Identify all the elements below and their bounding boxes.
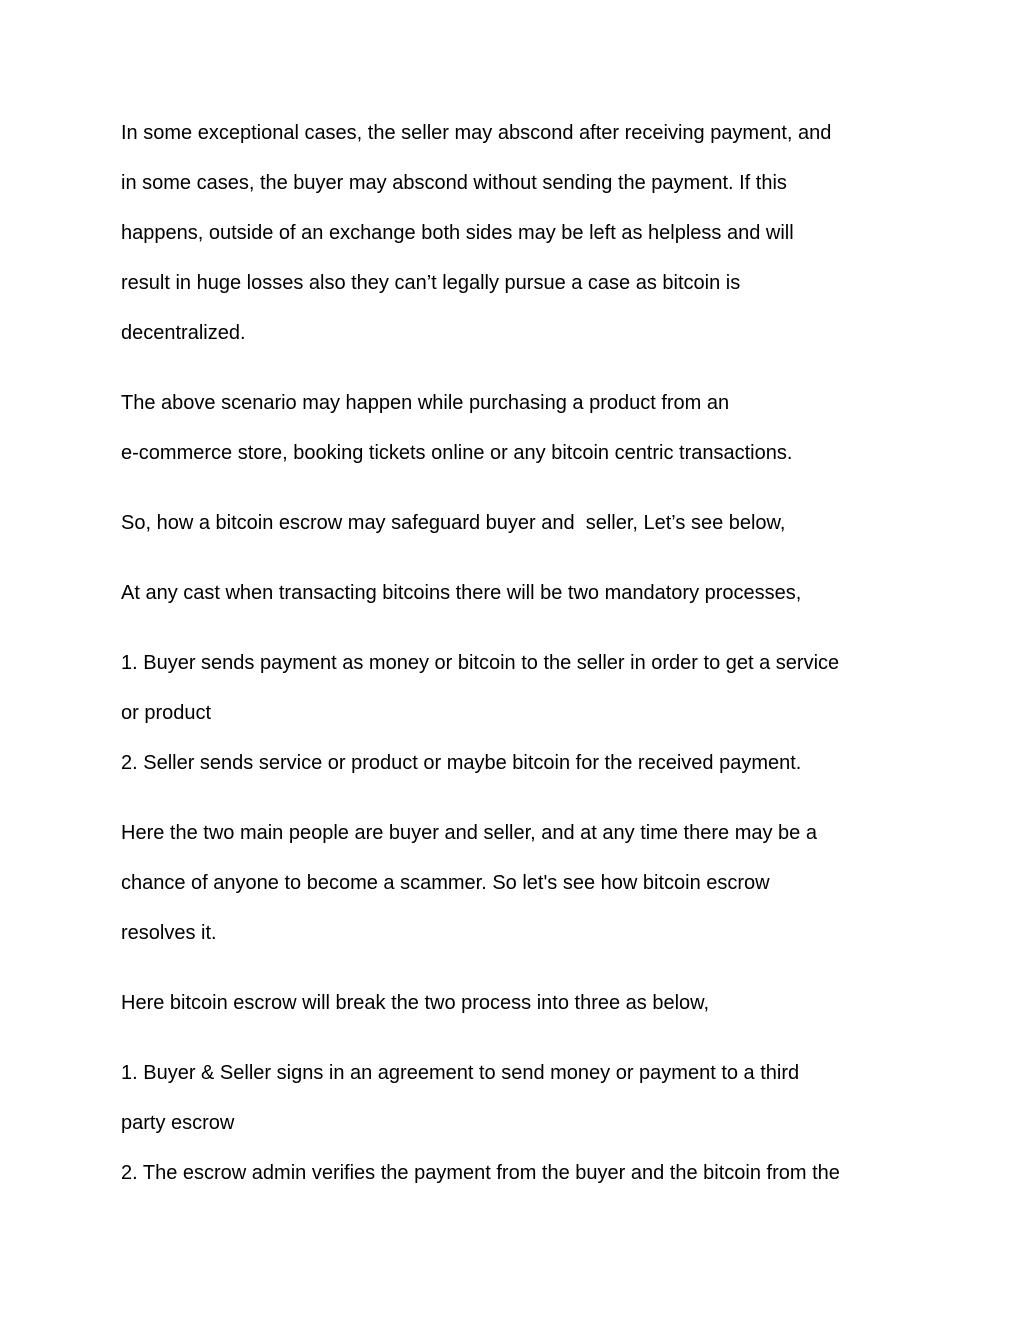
paragraph-1-line-4: result in huge losses also they can’t legally pursue a case as bitcoin is bbox=[121, 272, 741, 294]
paragraph-5-line-2: chance of anyone to become a scammer. So let's see how bitcoin escrow bbox=[121, 872, 770, 894]
paragraph-1-line-1: In some exceptional cases, the seller may abscond after receiving payment, and bbox=[121, 122, 832, 144]
list-2-item-1-line-2: party escrow bbox=[121, 1112, 235, 1134]
paragraph-1-line-2: in some cases, the buyer may abscond without sending the payment. If this bbox=[121, 172, 787, 194]
paragraph-2-line-2: e-commerce store, booking tickets online or any bitcoin centric transactions. bbox=[121, 442, 793, 464]
paragraph-5-line-1: Here the two main people are buyer and seller, and at any time there may be a bbox=[121, 822, 817, 844]
list-1-item-2-line-1: 2. Seller sends service or product or maybe bitcoin for the received payment. bbox=[121, 752, 802, 774]
paragraph-6-line-1: Here bitcoin escrow will break the two process into three as below, bbox=[121, 992, 710, 1014]
list-2-item-1-line-1: 1. Buyer & Seller signs in an agreement to send money or payment to a third bbox=[121, 1062, 800, 1084]
paragraph-1-line-5: decentralized. bbox=[121, 322, 246, 344]
paragraph-1-line-3: happens, outside of an exchange both sides may be left as helpless and will bbox=[121, 222, 794, 244]
paragraph-2-line-1: The above scenario may happen while purchasing a product from an bbox=[121, 392, 730, 414]
list-1-item-1-line-1: 1. Buyer sends payment as money or bitcoin to the seller in order to get a service bbox=[121, 652, 840, 674]
list-2-item-2-line-1: 2. The escrow admin verifies the payment from the buyer and the bitcoin from the bbox=[121, 1162, 840, 1184]
paragraph-4-line-1: At any cast when transacting bitcoins there will be two mandatory processes, bbox=[121, 582, 802, 604]
list-1-item-1-line-2: or product bbox=[121, 702, 212, 724]
paragraph-3-line-1: So, how a bitcoin escrow may safeguard buyer and seller, Let’s see below, bbox=[121, 512, 786, 534]
paragraph-5-line-3: resolves it. bbox=[121, 922, 217, 944]
